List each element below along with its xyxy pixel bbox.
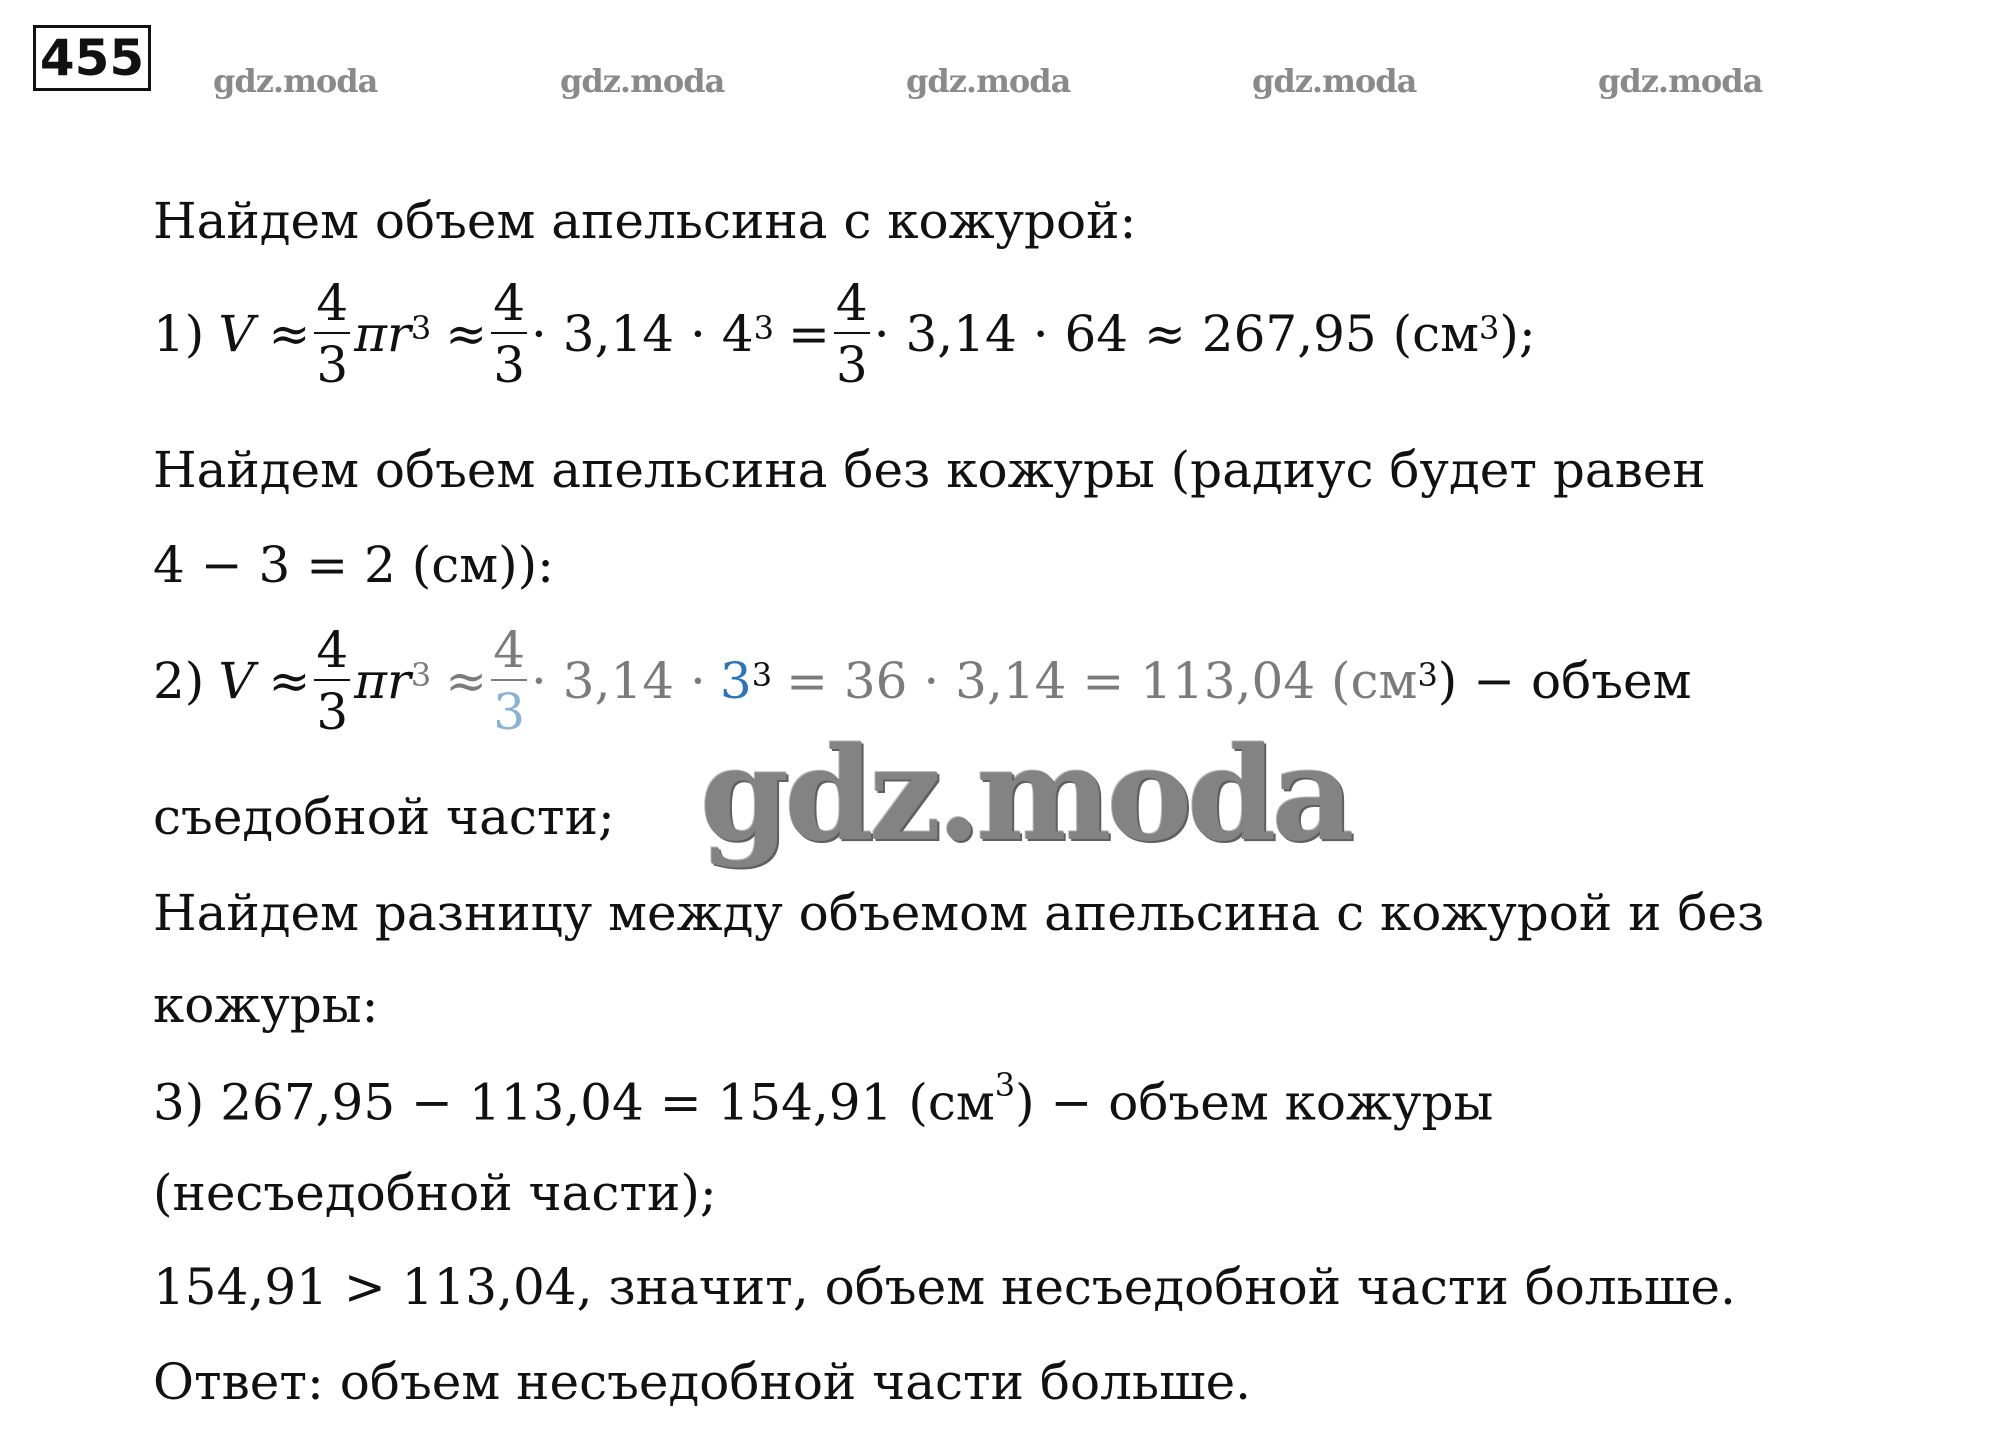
formula-1-mid: · 3,14 · 4 [531, 305, 754, 363]
text-line-2: Найдем объем апельсина без кожуры (радиус будет равен [153, 441, 1706, 499]
text-line-6: кожуры: [153, 976, 379, 1034]
formula-1-pi-r: πr [354, 305, 411, 363]
formula-2-V: V [218, 652, 255, 710]
formula-1: 1) V ≈ $\frac{4}{3}$ πr $^3$ ≈ $\frac{4}{3}$ · 3,14 · 4 $^3$ = $\frac{4}{3}$ · 3,14 · 64 ≈ 267,95 (см $^3$ ); [153, 274, 1536, 394]
watermark-top-2: gdz.moda [560, 62, 725, 100]
text-line-8: (несъедобной части); [153, 1164, 717, 1222]
watermark-top-1: gdz.moda [213, 62, 378, 100]
watermark-top-4: gdz.moda [1252, 62, 1417, 100]
watermark-center: gdz.moda [700, 720, 1350, 870]
formula-2-tail: = 36 · 3,14 = 113,04 (см [786, 652, 1418, 710]
text-line-3: 4 − 3 = 2 (см)): [153, 536, 554, 594]
formula-2: 2) V ≈ $\frac{4}{3}$ πr $^3$ ≈ $\frac{4}{3}$ · 3,14 · 3 $^3$ = 36 · 3,14 = 113,04 (см $^3$ ) − объем [153, 621, 1692, 741]
text-line-10: Ответ: объем несъедобной части больше. [153, 1353, 1252, 1411]
formula-2-approx-2: ≈ [445, 652, 488, 710]
formula-2-pi-r: πr [354, 652, 411, 710]
watermark-top-5: gdz.moda [1598, 62, 1763, 100]
text-line-1: Найдем объем апельсина с кожурой: [153, 192, 1137, 250]
formula-1-frac-3: $\frac{4}{3}$ [835, 274, 868, 394]
formula-1-tail: · 3,14 · 64 ≈ 267,95 (см [873, 305, 1480, 363]
text-line-7: 3) 267,95 − 113,04 = 154,91 $(см^3)$ − объем кожуры [153, 1066, 1494, 1132]
formula-1-eq: = [787, 305, 830, 363]
formula-2-approx: ≈ [268, 652, 311, 710]
text-line-4: съедобной части; [153, 788, 615, 846]
formula-1-V: V [218, 305, 255, 363]
formula-2-mid: · 3,14 · [531, 652, 706, 710]
text-line-9: 154,91 > 113,04, значит, объем несъедобной части больше. [153, 1258, 1736, 1316]
formula-1-approx-2: ≈ [445, 305, 488, 363]
formula-1-prefix: 1) [153, 305, 205, 363]
formula-2-prefix: 2) [153, 652, 205, 710]
formula-1-frac: $\frac{4}{3}$ [316, 274, 349, 394]
formula-2-frac-2: $\frac{4}{3}$ [493, 621, 525, 741]
watermark-top-3: gdz.moda [906, 62, 1071, 100]
problem-number: 455 [33, 25, 151, 91]
formula-1-frac-2: $\frac{4}{3}$ [493, 274, 525, 394]
text-line-5: Найдем разницу между объемом апельсина с кожурой и без [153, 884, 1765, 942]
formula-2-three: 3 [719, 652, 752, 710]
formula-2-frac: $\frac{4}{3}$ [316, 621, 349, 741]
formula-1-approx: ≈ [268, 305, 311, 363]
